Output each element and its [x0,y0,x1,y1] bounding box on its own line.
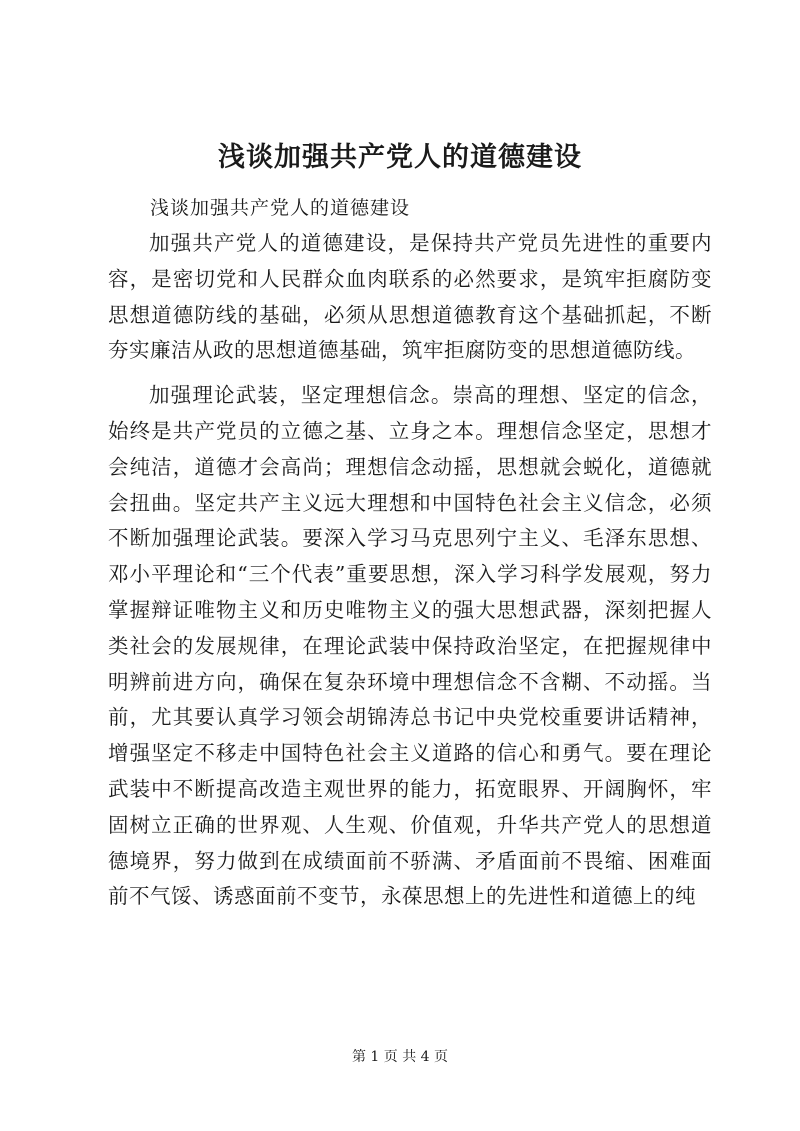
paragraph: 加强理论武装，坚定理想信念。崇高的理想、坚定的信念，始终是共产党员的立德之基、立身之本。理想信念坚定，思想才会纯洁，道德才会高尚；理想信念动摇，思想就会蜕化，道德就会扭曲。坚定共产主义远大理想和中国特色社会主义信念，必须不断加强理论武装。要深入学习马克思列宁主义、毛泽东思想、邓小平理论和“三个代表”重要思想，深入学习科学发展观，努力掌握辩证唯物主义和历史唯物主义的强大思想武器，深刻把握人类社会的发展规律，在理论武装中保持政治坚定，在把握规律中明辨前进方向，确保在复杂环境中理想信念不含糊、不动摇。当前，尤其要认真学习领会胡锦涛总书记中央党校重要讲话精神，增强坚定不移走中国特色社会主义道路的信心和勇气。要在理论武装中不断提高改造主观世界的能力，拓宽眼界、开阔胸怀，牢固树立正确的世界观、人生观、价值观，升华共产党人的思想道德境界，努力做到在成绩面前不骄满、矛盾面前不畏缩、困难面前不气馁、诱惑面前不变节，永葆思想上的先进性和道德上的纯 [108,383,712,909]
document-body [108,226,712,924]
page-footer: 第 1 页 共 4 页 [351,1049,449,1065]
document-subtitle: 浅谈加强共产党人的道德建设 [150,197,411,219]
paragraph: 加强共产党人的道德建设，是保持共产党员先进性的重要内容，是密切党和人民群众血肉联系的必然要求，是筑牢拒腐防变思想道德防线的基础，必须从思想道德教育这个基础抓起，不断夯实廉洁从政的思想道德基础，筑牢拒腐防变的思想道德防线。 [108,231,712,363]
document-title: 浅谈加强共产党人的道德建设 [218,142,582,173]
